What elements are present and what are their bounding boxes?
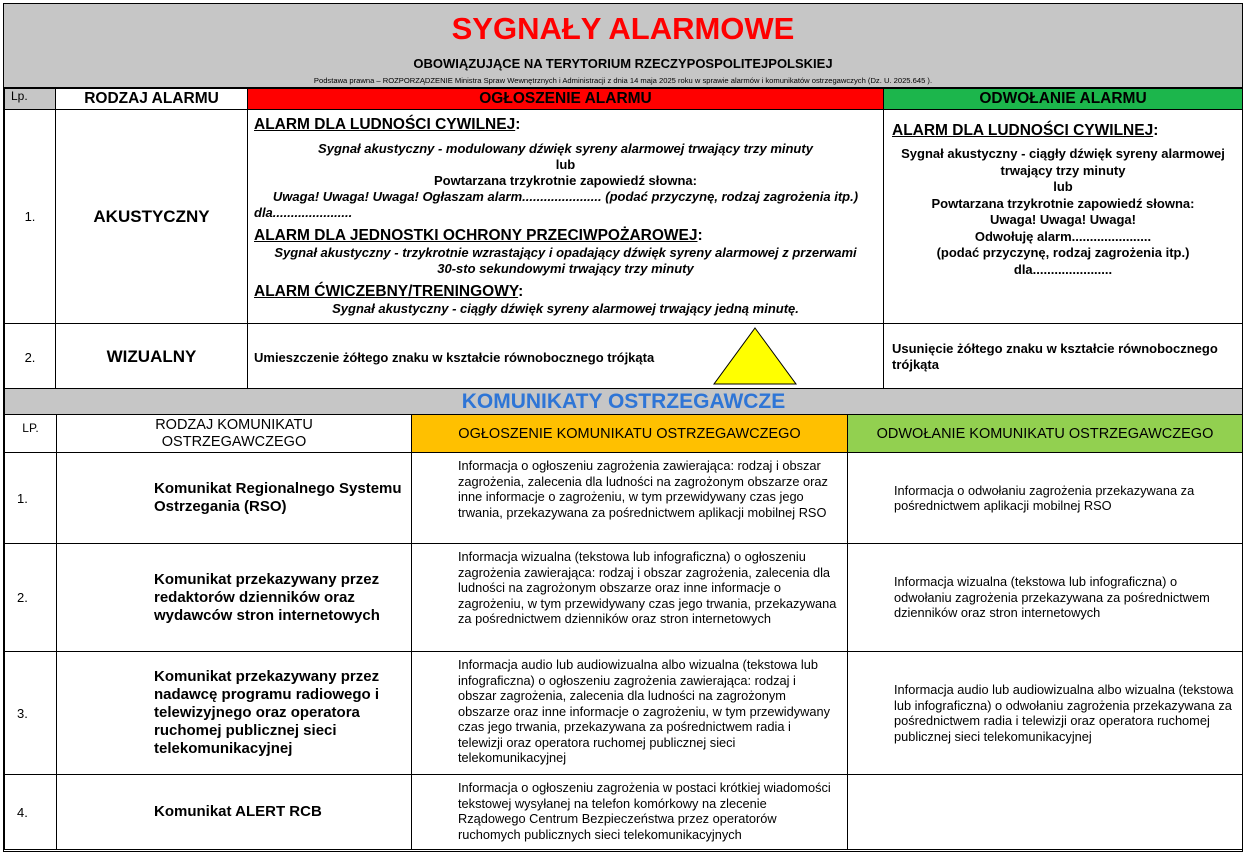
cancel-line-3: Uwaga! Uwaga! Uwaga!: [990, 212, 1136, 227]
civil-line-3: Uwaga! Uwaga! Uwaga! Ogłaszam alarm...................... (podać przyczynę, rodzaj zagrożenia itp.): [272, 189, 859, 204]
warning-row: [5, 652, 1243, 775]
warning-kind: Komunikat Regionalnego Systemu Ostrzegania (RSO): [57, 453, 412, 544]
document-subtitle: OBOWIĄZUJĄCE NA TERYTORIUM RZECZYPOSPOLITEJPOLSKIEJ: [413, 56, 833, 71]
alarm-kind: WIZUALNY: [56, 324, 248, 391]
cancel-line-5: (podać przyczynę, rodzaj zagrożenia itp.): [936, 245, 1190, 260]
row-number: 4.: [5, 775, 57, 850]
warnings-table-header: [5, 415, 1243, 453]
civil-alarm-heading: ALARM DLA LUDNOŚCI CYWILNEJ: [254, 116, 516, 133]
warnings-section-title: KOMUNIKATY OSTRZEGAWCZE: [5, 389, 1243, 415]
row-number: 2.: [5, 324, 56, 391]
cancel-line-2: Powtarzana trzykrotnie zapowiedź słowna:: [931, 195, 1195, 211]
fire-line-2: 30-sto sekundowymi trwający trzy minuty: [437, 261, 694, 276]
warning-row: [5, 453, 1243, 544]
visual-announce-cell: [248, 324, 884, 391]
yellow-triangle-icon: [712, 326, 798, 386]
col-alarm-kind: RODZAJ ALARMU: [56, 89, 248, 110]
alarm-kind: AKUSTYCZNY: [56, 110, 248, 324]
civil-line-4: dla......................: [254, 205, 353, 220]
warning-announce: Informacja audio lub audiowizualna albo wizualna (tekstowa lub infograficzna) o ogłoszeniu zagrożenia zawierająca: rodzaj i obszar zagrożenia, zalecenia dla ludności na zagrożonym obszarze oraz inne informacje o zagrożeniu, w tym przewidywany czas jego trwania, przekazywana za pośrednictwem radia i telewizji oraz operatora ruchomej publicznej sieci telekomunikacyjnej: [412, 652, 848, 775]
col-warning-announce: OGŁOSZENIE KOMUNIKATU OSTRZEGAWCZEGO: [412, 415, 848, 453]
warning-row: [5, 544, 1243, 652]
warning-announce: Informacja wizualna (tekstowa lub infograficzna) o ogłoszeniu zagrożenia zawierająca: rodzaj i obszar zagrożenia, zalecenia dla ludności na zagrożonym obszarze oraz inne informacje o zagrożeniu, w tym przewidywany czas jego trwania, przekazywana za pośrednictwem dzienników oraz stron internetowych: [412, 544, 848, 652]
civil-or: lub: [555, 157, 576, 172]
warning-kind: Komunikat ALERT RCB: [57, 775, 412, 850]
warnings-section-title-row: [5, 389, 1243, 415]
cancel-civil-heading: ALARM DLA LUDNOŚCI CYWILNEJ: [892, 122, 1154, 139]
drill-line-1: Sygnał akustyczny - ciągły dźwięk syreny alarmowej trwający jedną minutę.: [332, 301, 799, 316]
civil-line-1: Sygnał akustyczny - modulowany dźwięk syreny alarmowej trwający trzy minuty: [318, 141, 813, 156]
cancel-line-6: dla......................: [1013, 261, 1113, 277]
acoustic-cancel-cell: ALARM DLA LUDNOŚCI CYWILNEJ: Sygnał akustyczny - ciągły dźwięk syreny alarmowej trwający trzy minuty lub Powtarzana trzykrotnie zapowiedź słowna: Uwaga! Uwaga! Uwaga! Odwołuję alarm...................... (podać przyczynę, rodzaj zagrożenia itp.) dla......................: [884, 110, 1243, 324]
warning-kind: Komunikat przekazywany przez nadawcę programu radiowego i telewizyjnego oraz operatora ruchomej publicznej sieci telekomunikacyjnej: [57, 652, 412, 775]
col-warning-cancel: ODWOŁANIE KOMUNIKATU OSTRZEGAWCZEGO: [848, 415, 1243, 453]
warning-cancel: Informacja audio lub audiowizualna albo wizualna (tekstowa lub infograficzna) o odwołaniu zagrożenia przekazywana za pośrednictwem radia i telewizji oraz operatora ruchomej publicznej sieci telekomunikacyjnej: [848, 652, 1243, 775]
warning-cancel: [848, 775, 1243, 850]
row-number: 1.: [5, 110, 56, 324]
cancel-or: lub: [1053, 179, 1073, 194]
warning-kind: Komunikat przekazywany przez redaktorów dzienników oraz wydawców stron internetowych: [57, 544, 412, 652]
warning-announce: Informacja o ogłoszeniu zagrożenia w postaci krótkiej wiadomości tekstowej wysyłanej na telefon komórkowy na zlecenie Rządowego Centrum Bezpieczeństwa przez operatorów ruchomych publicznych sieci telekomunikacyjnych: [412, 775, 848, 850]
alarm-row-visual: [5, 324, 1243, 391]
alarm-row-acoustic: [5, 110, 1243, 324]
fire-line-1: Sygnał akustyczny - trzykrotnie wzrastający i opadający dźwięk syreny alarmowej z przerwami: [274, 245, 857, 260]
cancel-line-4: Odwołuję alarm......................: [974, 228, 1152, 244]
drill-alarm-heading: ALARM ĆWICZEBNY/TRENINGOWY: [254, 283, 519, 300]
warning-announce: Informacja o ogłoszeniu zagrożenia zawierająca: rodzaj i obszar zagrożenia, zalecenia dla ludności na zagrożonym obszarze oraz inne informacje o zagrożeniu, w tym przewidywany czas jego trwania, przekazywana za pośrednictwem aplikacji mobilnej RSO: [412, 453, 848, 544]
document-title: SYGNAŁY ALARMOWE: [451, 11, 795, 46]
row-number: 1.: [5, 453, 57, 544]
row-number: 3.: [5, 652, 57, 775]
alarm-signals-document: [3, 3, 1243, 852]
warning-cancel: Informacja o odwołaniu zagrożenia przekazywana za pośrednictwem aplikacji mobilnej RSO: [848, 453, 1243, 544]
fire-alarm-heading: ALARM DLA JEDNOSTKI OCHRONY PRZECIWPOŻAROWEJ: [254, 227, 698, 244]
acoustic-announce-cell: ALARM DLA LUDNOŚCI CYWILNEJ: Sygnał akustyczny - modulowany dźwięk syreny alarmowej trwający trzy minuty lub Powtarzana trzykrotnie zapowiedź słowna: Uwaga! Uwaga! Uwaga! Ogłaszam alarm...................... (podać przyczynę, rodzaj zagrożenia itp.) dla...................... ALARM DLA JEDNOSTKI OCHRONY PRZECIWPOŻAROWEJ: Sygnał akustyczny - trzykrotnie wzrastający i opadający dźwięk syreny alarmowej z przerwami 30-sto sekundowymi trwający trzy minuty ALARM ĆWICZEBNY/TRENINGOWY: Sygnał akustyczny - ciągły dźwięk syreny alarmowej trwający jedną minutę.: [248, 110, 884, 324]
row-number: 2.: [5, 544, 57, 652]
warning-row: [5, 775, 1243, 850]
col-alarm-cancel: ODWOŁANIE ALARMU: [884, 89, 1243, 110]
alarm-table-header: [5, 89, 1243, 110]
document-header: [4, 4, 1242, 88]
col-lp: LP.: [5, 415, 57, 453]
cancel-line-1: Sygnał akustyczny - ciągły dźwięk syreny alarmowej trwający trzy minuty: [901, 146, 1225, 178]
alarm-table: [4, 88, 1243, 391]
legal-basis: Podstawa prawna – ROZPORZĄDZENIE Ministra Spraw Wewnętrznych i Administracji z dnia 14 maja 2025 roku w sprawie alarmów i komunikatów ostrzegawczych (Dz. U. 2025.645 ).: [313, 76, 933, 85]
warnings-table: [4, 388, 1243, 850]
civil-line-2: Powtarzana trzykrotnie zapowiedź słowna:: [434, 173, 697, 188]
col-alarm-announce: OGŁOSZENIE ALARMU: [248, 89, 884, 110]
col-lp: Lp.: [5, 89, 56, 110]
warning-cancel: Informacja wizualna (tekstowa lub infograficzna) o odwołaniu zagrożenia przekazywana za pośrednictwem dzienników oraz stron internetowych: [848, 544, 1243, 652]
visual-cancel-cell: Usunięcie żółtego znaku w kształcie równobocznego trójkąta: [884, 324, 1243, 391]
col-warning-kind: RODZAJ KOMUNIKATU OSTRZEGAWCZEGO: [57, 415, 412, 453]
visual-announce-text: Umieszczenie żółtego znaku w kształcie równobocznego trójkąta: [254, 349, 655, 365]
